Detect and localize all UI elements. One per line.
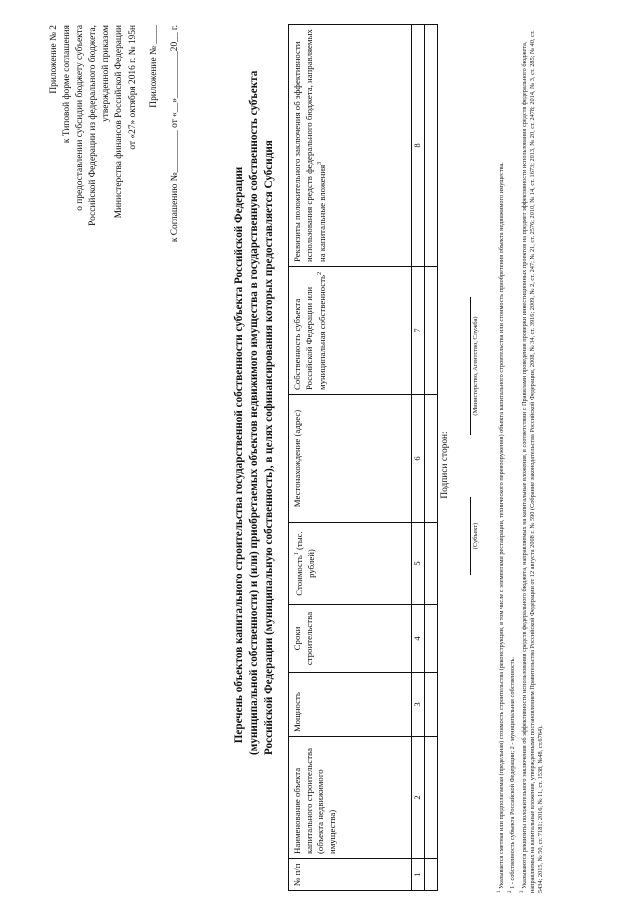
subject-signature-line [470, 497, 471, 575]
objects-table [288, 24, 438, 891]
table-cell [424, 737, 437, 859]
table-cell [424, 859, 437, 891]
table-cell [424, 673, 437, 737]
footnote: $^2$ 1 - собственность субъекта Российской Федерации; 2 - муниципальная собственность. [508, 657, 517, 893]
column-header: Стоимость$^1$ (тыс. рублей) [289, 523, 412, 605]
annex-line: утвержденной приказом [101, 25, 112, 122]
title-line: Перечень объектов капитального строительства государственной собственности субъекта Российской Федерации [233, 166, 245, 744]
column-header: Наименование объекта капитального строительства (объекта недвижимого имущества) [289, 737, 412, 859]
annex-line: Российской Федерации из федерального бюджета, [88, 25, 99, 226]
annex-header [48, 25, 161, 265]
table-cell [424, 25, 437, 267]
column-number: 5 [412, 523, 425, 605]
column-number: 1 [412, 859, 425, 891]
table-cell [424, 267, 437, 395]
document-title [232, 70, 277, 755]
column-number: 8 [412, 25, 425, 267]
column-number: 3 [412, 673, 425, 737]
annex-line: к Типовой форме соглашения [62, 25, 73, 144]
column-header: Местонахождение (адрес) [289, 395, 412, 523]
title-line: (муниципальной собственности) и (или) приобретаемых объектов недвижимого имущества в государственную собственность субъекта [248, 70, 260, 755]
column-number: 7 [412, 267, 425, 395]
table-cell [424, 523, 437, 605]
column-number: 6 [412, 395, 425, 523]
annex-number-line: Приложение № ____ [148, 25, 159, 108]
column-header: Собственность субъекта Российской Федерации или муниципальная собственность$^2$ [289, 267, 412, 395]
ministry-caption: (Министерство, Агентство, Служба) [472, 316, 479, 416]
annex-line: о предоставлении субсидии бюджету субъекта [75, 25, 86, 211]
annex-line: Министерства финансов Российской Федерации [114, 25, 125, 219]
title-line: Российской Федерации (муниципальную собственность), в целях софинансирования которых предоставляется Субсидия [263, 140, 275, 755]
table-header-row [289, 25, 412, 891]
table-cell [424, 395, 437, 523]
annex-line: Приложение № 2 [49, 25, 59, 94]
column-number-row [412, 25, 425, 891]
footnotes [496, 23, 547, 893]
ministry-signature-line [470, 297, 471, 435]
annex-line: от «27» октября 2016 г. № 195н [127, 25, 138, 150]
column-header: Сроки строительства [289, 605, 412, 673]
column-header: № п/п [289, 859, 412, 891]
signatures-title: Подписи сторон: [440, 431, 450, 499]
column-header: Реквизиты положительного заключения об эффективности использования средств федерального бюджета, направляемых на капитальные вложения$^3$ [289, 25, 412, 267]
footnote: $^1$ Указывается сметная или предполагаемая (предельная) стоимость строительства (реконструкции, в том числе с элементами реставрации, технического перевооружения) объекта капитального строительства или стоимость приобретения объекта недвижимого имущества. [497, 162, 506, 893]
subject-caption: (Субъект) [472, 522, 479, 550]
table-row [424, 25, 437, 891]
column-header: Мощность [289, 673, 412, 737]
table-cell [424, 605, 437, 673]
footnote: $^3$ Указываются реквизиты положительного заключения об эффективности использования средств федерального бюджета, направляемых на капитальные вложения, в соответствии с Правилами проведения проверки инвестиционных проектов на предмет эффективности использования средств федерального бюджета, направляемых на капитальные вложения, утвержденными постановлением Правительства Российской Федерации от 12 августа 2008 г. № 590 (Собрание законодательства Российской Федерации, 2008, № 34, ст. 3916; 2009, № 2, ст. 247; № 21, ст. 2576; 2010, № 14, ст. 1673; 2013, № 20, ст. 2478; 2014, № 3, ст. 285; № 40, ст. 5434; 2015, № 50, ст. 7181; 2016, № 11, ст. 1538, №48, ст.6764). [519, 30, 545, 893]
column-number: 4 [412, 605, 425, 673]
column-number: 2 [412, 737, 425, 859]
agreement-reference: к Соглашению №_________ от «__»__________20__ г. [170, 25, 180, 243]
